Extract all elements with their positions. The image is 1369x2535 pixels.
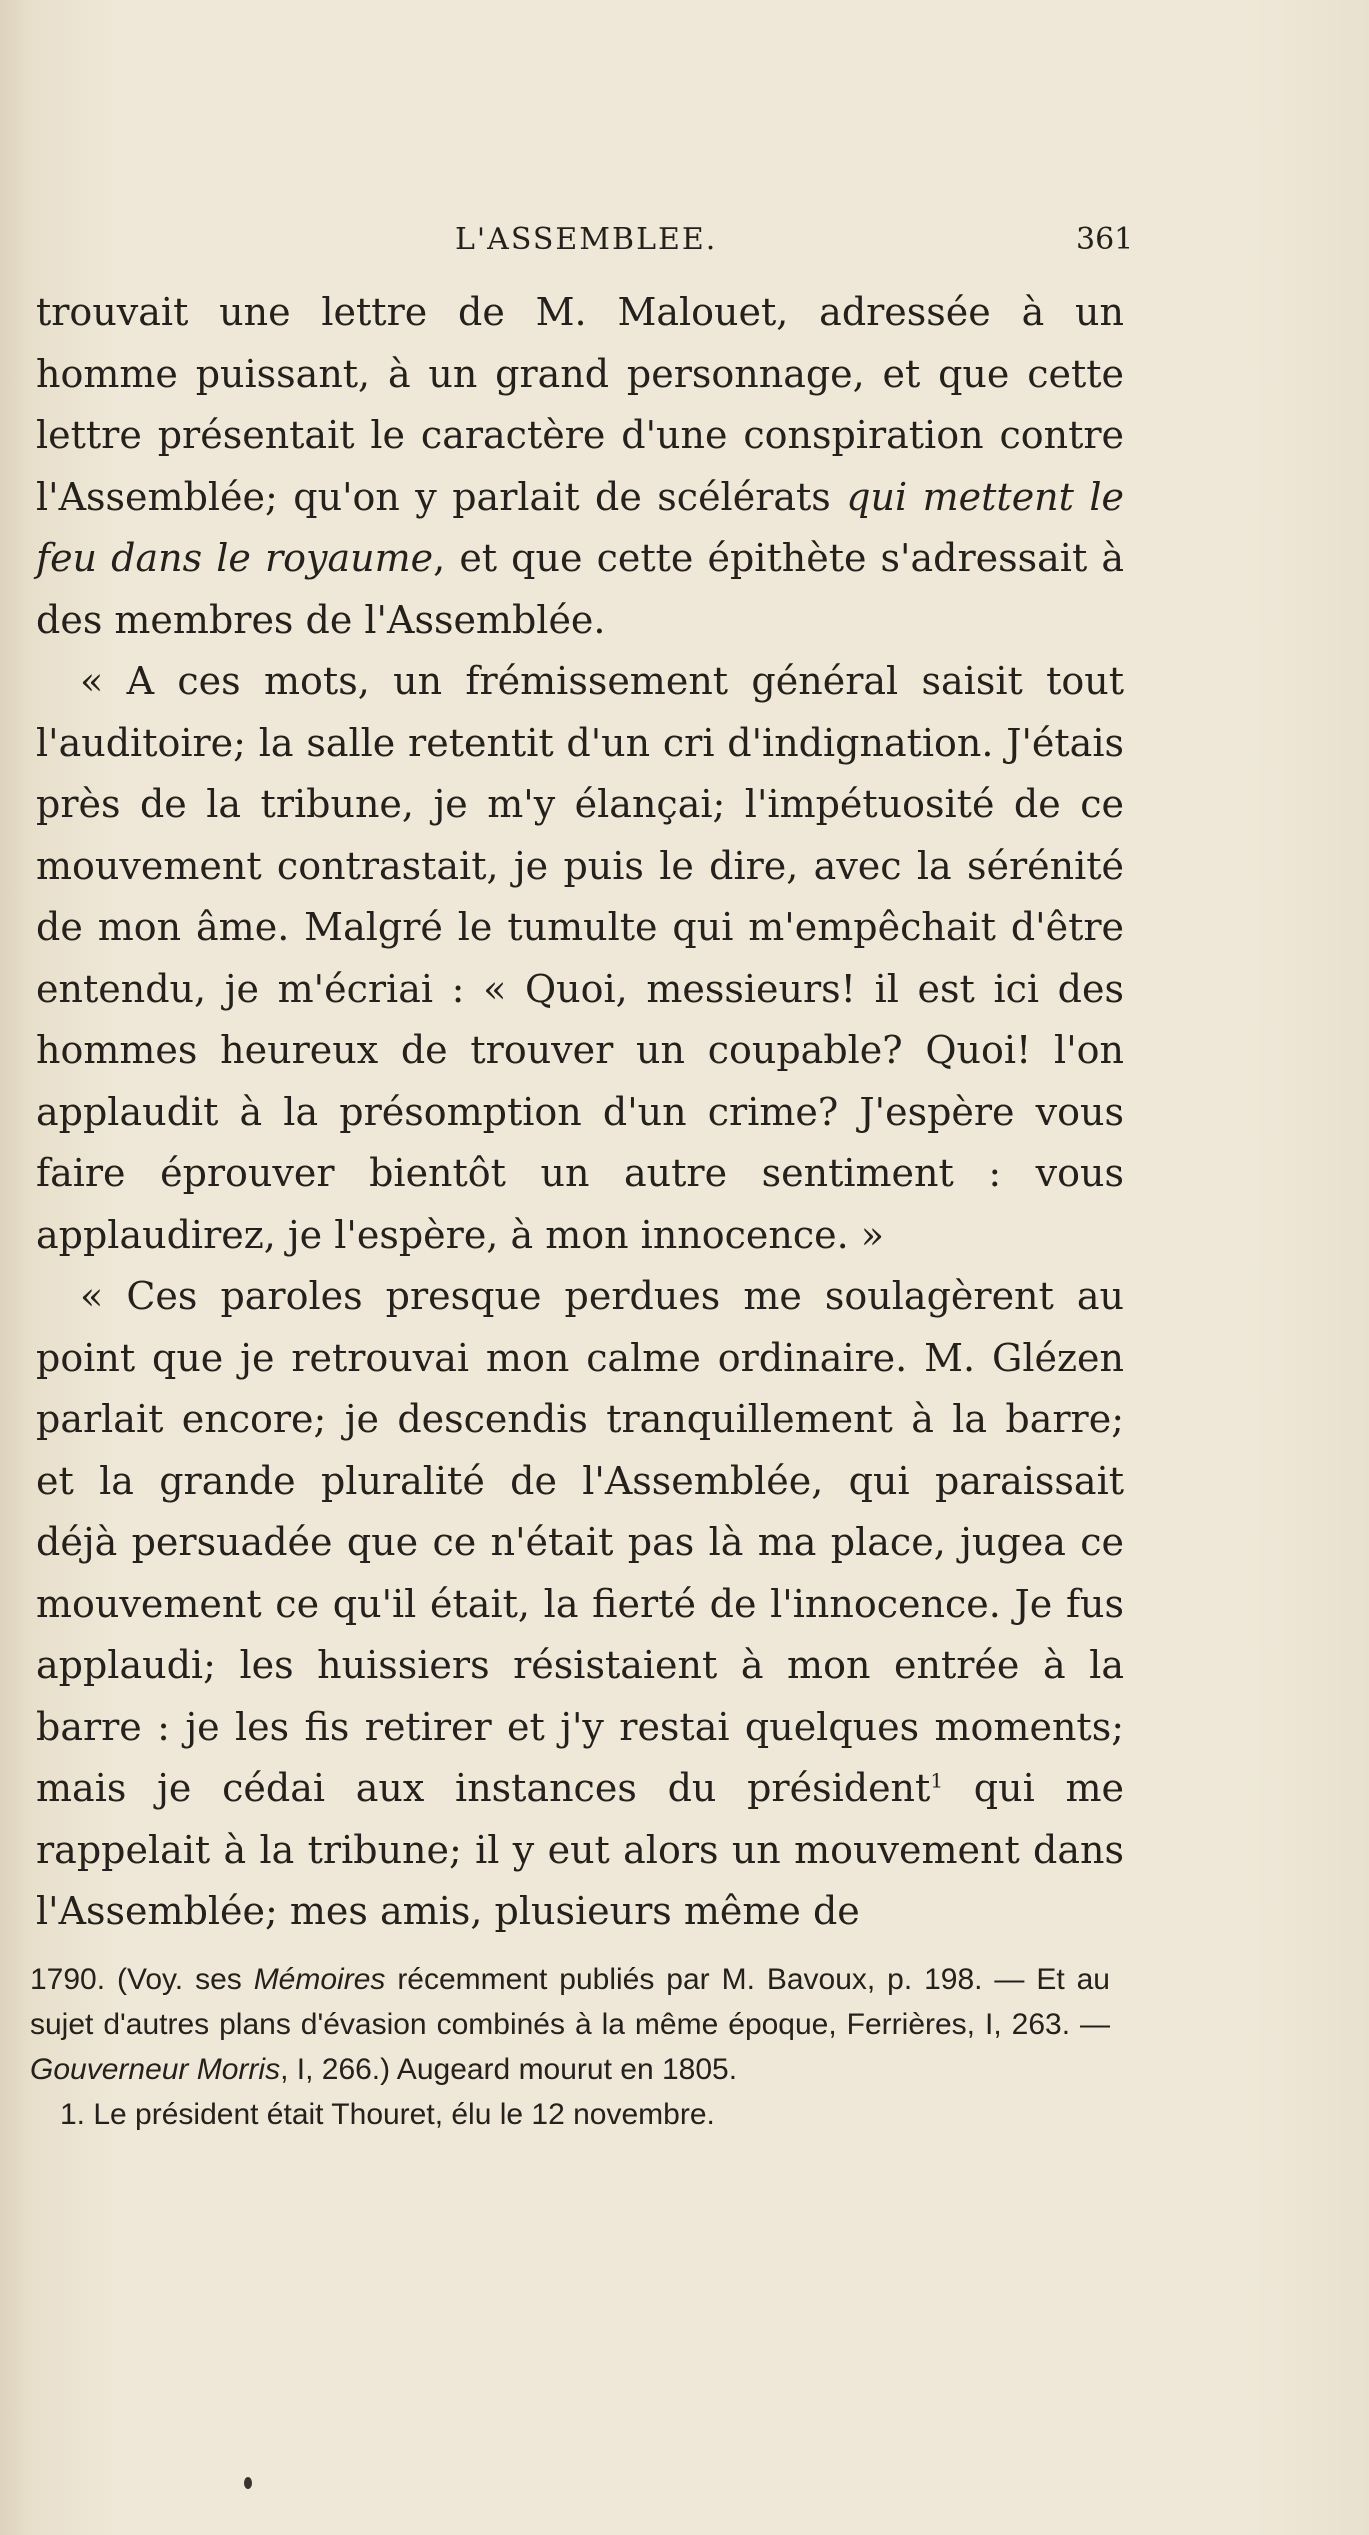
footnote-continued-text-c: , I, 266.) Augeard mourut en 1805.: [280, 2053, 738, 2086]
paragraph-1-quote: qui mettent le feu dans le royaume: [36, 474, 1125, 580]
footnote-title-memoires: Mémoires: [253, 1963, 386, 1996]
footnotes: [30, 1957, 1110, 2137]
footnote-continued-text-b: récemment publiés par M. Bavoux, p. 198. — Et au sujet d'autres plans d'évasion combinés à la même époque, Ferrières, I, 263. —: [30, 1963, 1110, 2041]
paragraph-1-text-b: , et que cette épithète s'adressait à des membres de l'Assemblée.: [36, 536, 1124, 642]
footnote-1: 1. Le président était Thouret, élu le 12 novembre.: [60, 2098, 715, 2131]
paragraph-3-text-b: qui me rappelait à la tribune; il y eut alors un mouvement dans l'Assemblée; mes amis, plusieurs même de: [36, 1766, 1124, 1933]
page-header: [0, 222, 1369, 262]
paragraph-2: « A ces mots, un frémissement général saisit tout l'auditoire; la salle retentit d'un cri d'indignation. J'étais près de la tribune, je m'y élançai; l'impétuosité de ce mouvement contrastait, je puis le dire, avec la sérénité de mon âme. Malgré le tumulte qui m'empêchait d'être entendu, je m'écriai : « Quoi, messieurs! il est ici des hommes heureux de trouver un coupable? Quoi! l'on applaudit à la présomption d'un crime? J'espère vous faire éprouver bientôt un autre sentiment : vous applaudirez, je l'espère, à mon innocence. »: [36, 659, 1124, 1257]
paragraph-1: [36, 282, 1124, 651]
page-number: 361: [1076, 222, 1134, 257]
footnote-continued: [30, 1957, 1110, 2092]
paragraph-3-text-a: « Ces paroles presque perdues me soulagèrent au point que je retrouvai mon calme ordinaire. M. Glézen parlait encore; je descendis tranquillement à la barre; et la grande pluralité de l'Assemblée, qui paraissait déjà persuadée que ce n'était pas là ma place, jugea ce mouvement ce qu'il était, la fierté de l'innocence. Je fus applaudi; les huissiers résistaient à mon entrée à la barre : je les fis retirer et j'y restai quelques moments; mais je cédai aux instances du président: [36, 1274, 1124, 1810]
paragraph-3: [36, 1266, 1124, 1943]
main-text: [36, 282, 1124, 1943]
footnote-continued-text-a: 1790. (Voy. ses: [30, 1963, 254, 1996]
ink-speck: [244, 2477, 252, 2489]
footnote-reference: 1: [930, 1768, 944, 1793]
footnote-title-morris: Gouverneur Morris: [30, 2053, 281, 2086]
running-head: L'ASSEMBLEE.: [455, 222, 718, 257]
paragraph-1-text-a: trouvait une lettre de M. Malouet, adressée à un homme puissant, à un grand personnage, et que cette lettre présentait le caractère d'une conspiration contre l'Assemblée; qu'on y parlait de scélérats: [36, 290, 1124, 519]
